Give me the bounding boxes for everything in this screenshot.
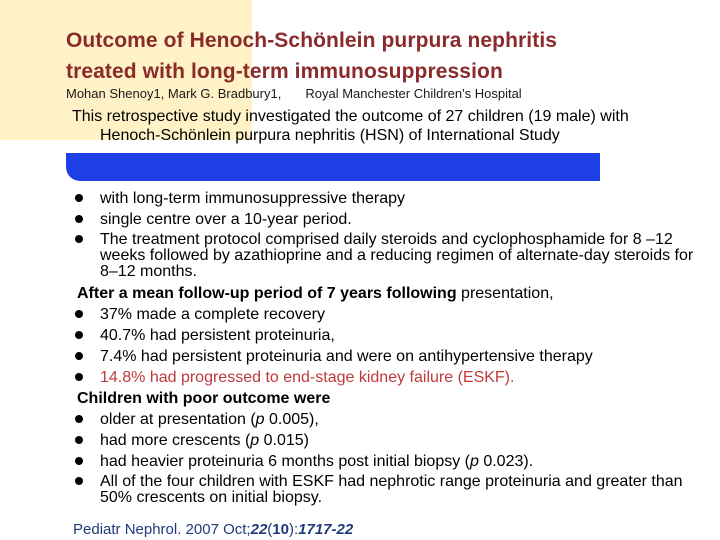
list-item: single centre over a 10-year period. <box>75 209 715 230</box>
bullet-icon <box>75 477 83 485</box>
bullet-icon <box>75 310 83 318</box>
author-names: Mohan Shenoy1, Mark G. Bradbury1, <box>66 86 282 101</box>
citation: Pediatr Nephrol. 2007 Oct;22(10):1717-22 <box>73 521 354 538</box>
title-line-2: treated with long-term immunosuppression <box>66 60 503 83</box>
list-item: The treatment protocol comprised daily steroids and cyclophosphamide for 8 –12 weeks followed by azathioprine and a reducing regimen of alternate-day steroids for 8–12 months. <box>75 230 715 283</box>
bullet-icon <box>75 331 83 339</box>
bullet-icon <box>75 457 83 465</box>
list-item-highlight: 14.8% had progressed to end-stage kidney failure (ESKF). <box>75 367 715 388</box>
bullet-icon <box>75 352 83 360</box>
list-item: had heavier proteinuria 6 months post initial biopsy (p 0.023). <box>75 451 715 472</box>
bullet-icon <box>75 215 83 223</box>
content-body <box>75 188 715 506</box>
institution: Royal Manchester Children's Hospital <box>305 86 522 101</box>
list-item: older at presentation (p 0.005), <box>75 409 715 430</box>
poor-outcome-heading: Children with poor outcome were <box>77 390 331 407</box>
list-item: 40.7% had persistent proteinuria, <box>75 325 715 346</box>
followup-heading: After a mean follow-up period of 7 years following presentation, <box>77 285 554 302</box>
intro-line-1: This retrospective study investigated the outcome of 27 children (19 male) with <box>72 108 629 125</box>
intro-line-2: Henoch-Schönlein purpura nephritis (HSN) of International Study <box>100 127 560 144</box>
list-item: 37% made a complete recovery <box>75 304 715 325</box>
list-item: had more crescents (p 0.015) <box>75 430 715 451</box>
bullet-icon <box>75 373 83 381</box>
bullet-icon <box>75 235 83 243</box>
bullet-icon <box>75 436 83 444</box>
title-line-1: Outcome of Henoch-Schönlein purpura nephritis <box>66 29 558 52</box>
list-item: 7.4% had persistent proteinuria and were on antihypertensive therapy <box>75 346 715 367</box>
bullet-icon <box>75 415 83 423</box>
list-item: with long-term immunosuppressive therapy <box>75 188 715 209</box>
page-title <box>66 25 706 87</box>
author-line <box>66 86 522 101</box>
list-item: All of the four children with ESKF had nephrotic range proteinuria and greater than 50% crescents on initial biopsy. <box>75 472 715 506</box>
intro-paragraph <box>72 107 712 145</box>
blue-divider-bar <box>66 153 600 181</box>
bullet-icon <box>75 194 83 202</box>
